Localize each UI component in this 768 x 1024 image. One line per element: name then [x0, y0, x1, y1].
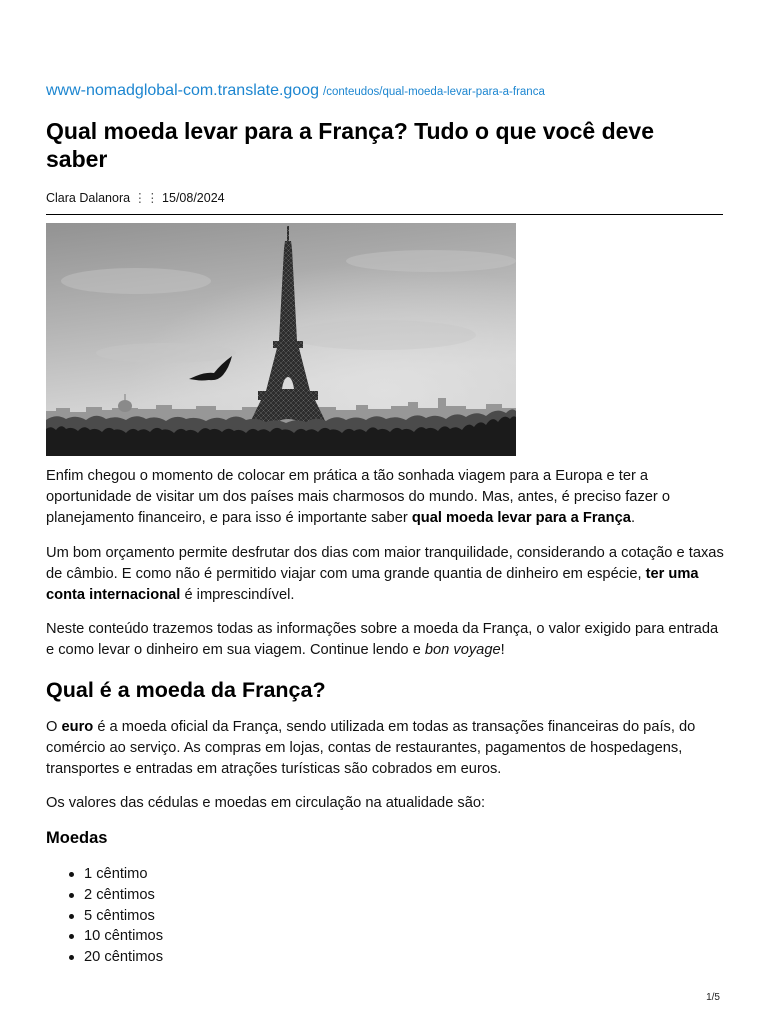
text-line [46, 759, 726, 780]
paragraph-text: O [46, 719, 62, 735]
euro-paragraph [46, 717, 726, 779]
source-domain[interactable]: www-nomadglobal-com.translate.goog [46, 82, 320, 99]
author-name: Clara Dalanora [46, 191, 131, 205]
paragraph-text: Neste conteúdo trazemos todas as informações sobre a moeda da França, o valor exigido para entrada [46, 621, 719, 637]
text-line [46, 738, 726, 759]
byline [46, 190, 225, 206]
list-item: 1 cêntimo [46, 864, 163, 885]
paragraph-text: e como levar o dinheiro em sua viagem. Continue lendo e [46, 641, 425, 658]
coins-list [46, 864, 163, 968]
paragraph-text: ! [500, 641, 505, 658]
paragraph-text: Enfim chegou o momento de colocar em prática a tão sonhada viagem para a Europa e ter a [46, 468, 649, 484]
paragraph-text: Os valores das cédulas e moedas em circulação na atualidade são: [46, 795, 486, 811]
coins-subheading: Moedas [46, 829, 108, 847]
hero-photo [46, 223, 516, 456]
text-line [46, 487, 726, 508]
list-item: 2 cêntimos [46, 885, 163, 906]
text-line [46, 508, 726, 529]
paragraph-text: comércio ao serviço. As compras em lojas, contas de restaurantes, pagamentos de hospedagens, [46, 739, 683, 756]
paragraph-text: oportunidade de visitar um dos países mais charmosos do mundo. Mas, antes, é preciso fazer o [46, 488, 671, 505]
paragraph-text: é a moeda oficial da França, sendo utilizada em todas as transações financeiras do país, do [93, 719, 696, 735]
text-line [46, 466, 726, 487]
section-heading: Qual é a moeda da França? [46, 678, 326, 702]
list-item: 20 cêntimos [46, 947, 163, 968]
bold-keyword: euro [61, 719, 94, 735]
text-line [46, 619, 726, 640]
header-divider [46, 214, 723, 215]
text-line [46, 543, 726, 564]
page-number: 1/5 [706, 992, 720, 1003]
paragraph-text: de câmbio. E como não é permitido viajar com uma grande quantia de dinheiro em espécie, [46, 565, 646, 582]
content-overview-paragraph [46, 619, 726, 661]
paragraph-text: Um bom orçamento permite desfrutar dos dias com maior tranquilidade, considerando a cotação e taxas [46, 545, 724, 561]
text-line [46, 717, 726, 738]
italic-phrase: bon voyage [424, 641, 501, 658]
article-title: Qual moeda levar para a França? Tudo o que você deve saber [46, 118, 654, 172]
byline-separator: ⋮⋮ [133, 191, 159, 205]
bold-keyword: conta internacional [46, 586, 181, 603]
text-line [46, 640, 726, 661]
source-url-link[interactable] [46, 81, 545, 102]
list-item: 10 cêntimos [46, 926, 163, 947]
text-line [46, 585, 726, 606]
bold-keyword: ter uma [645, 565, 699, 582]
list-item: 5 cêntimos [46, 906, 163, 927]
paragraph-text: é imprescindível. [180, 586, 295, 603]
paragraph-text: planejamento financeiro, e para isso é importante saber [46, 509, 412, 526]
publish-date: 15/08/2024 [162, 191, 225, 205]
budget-paragraph [46, 543, 726, 605]
text-line [46, 793, 726, 814]
paragraph-text: . [630, 509, 636, 526]
denominations-intro-paragraph [46, 793, 726, 814]
paragraph-text: transportes e entradas em atrações turísticas são cobrados em euros. [46, 760, 502, 777]
text-line [46, 564, 726, 585]
source-path[interactable]: /conteudos/qual-moeda-levar-para-a-franca [323, 86, 545, 98]
intro-paragraph [46, 466, 726, 528]
bold-keyword: qual moeda levar para a França [411, 509, 631, 526]
